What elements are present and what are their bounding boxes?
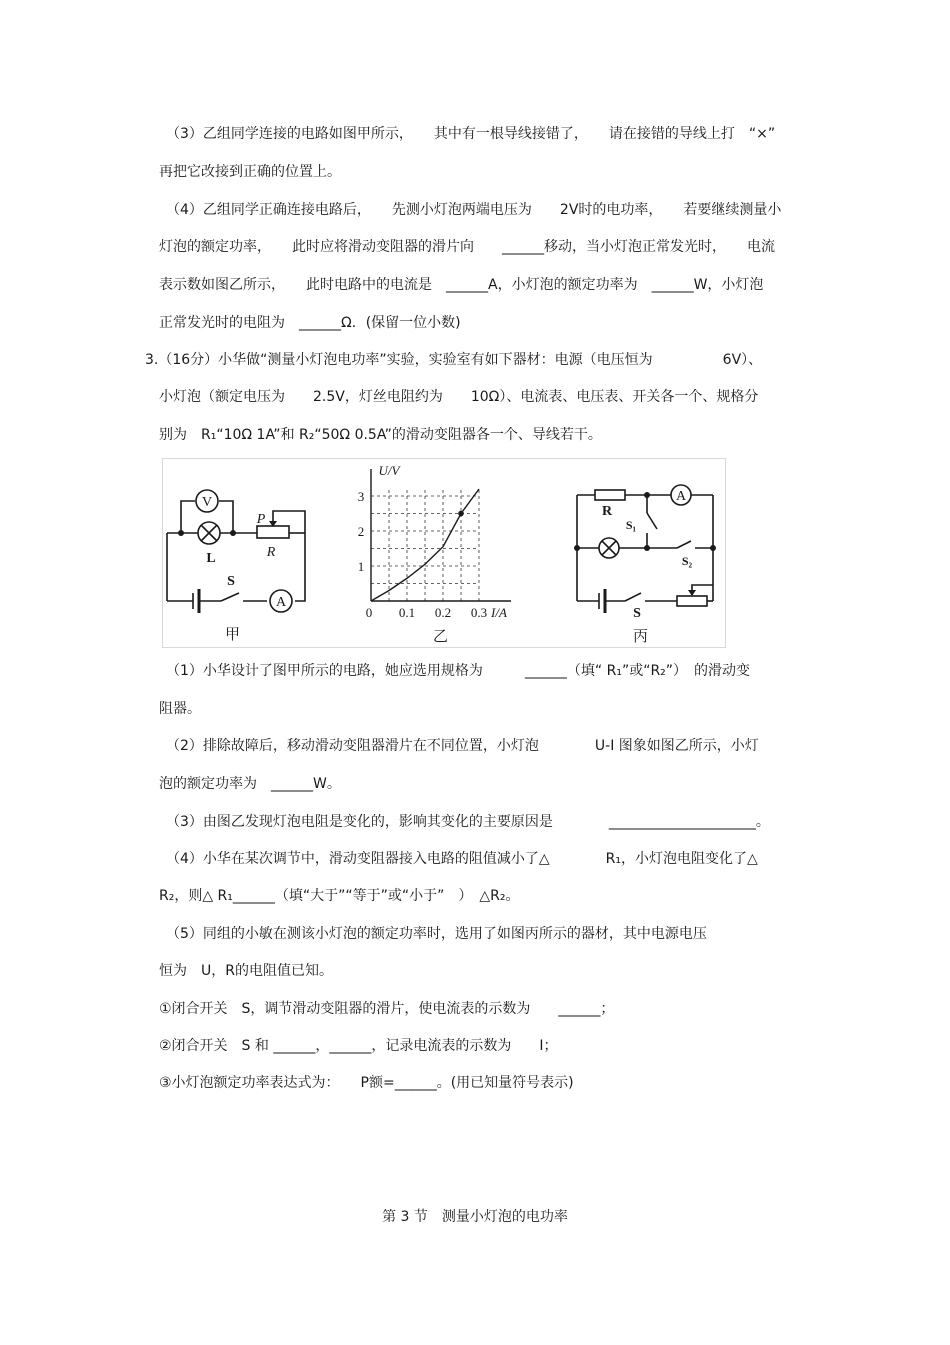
circuit-bing-diagram — [559, 459, 729, 647]
text-line: （3）由图乙发现灯泡电阻是变化的，影响其变化的主要原因是 _____________________。 — [166, 814, 770, 830]
text-line: （4）乙组同学正确连接电路后， 先测小灯泡两端电压为 2V时的电功率， 若要继续测量小 — [166, 202, 782, 218]
figure-label-jia: 甲 — [225, 625, 241, 643]
text-line: （3）乙组同学连接的电路如图甲所示， 其中有一根导线接错了， 请在接错的导线上打 “×” — [166, 126, 776, 142]
text-line: 表示数如图乙所示， 此时电路中的电流是 ______A，小灯泡的额定功率为 ______W，小灯泡 — [159, 277, 764, 293]
switch1-label: S₁ — [625, 518, 637, 532]
switch-label: S — [227, 574, 235, 589]
switch2-label: S₂ — [681, 554, 693, 568]
text-line: 别为 R₁“10Ω 1A”和 R₂“50Ω 0.5A”的滑动变阻器各一个、导线若干。 — [159, 427, 602, 443]
text-line: 正常发光时的电阻为 ______Ω．(保留一位小数) — [159, 315, 461, 331]
y-tick-label: 2 — [357, 524, 365, 539]
ammeter-symbol: A — [275, 595, 287, 610]
slider-label: P — [256, 512, 266, 527]
x-tick-label: 0.1 — [398, 605, 416, 620]
voltmeter-symbol: V — [201, 495, 213, 510]
text-line: （1）小华设计了图甲所示的电路，她应选用规格为 ______（填“ R₁”或“R₂”） 的滑动变 — [166, 663, 751, 679]
text-line: （4）小华在某次调节中，滑动变阻器接入电路的阻值减小了△ R₁，小灯泡电阻变化了△ — [166, 851, 758, 867]
figure-label-bing: 丙 — [633, 627, 649, 645]
text-line: 小灯泡（额定电压为 2.5V，灯丝电阻约为 10Ω）、电流表、电压表、开关各一个、规格分 — [159, 389, 759, 405]
y-tick-label: 1 — [357, 559, 365, 574]
origin-label: 0 — [365, 605, 373, 620]
switch-s-label: S — [633, 606, 641, 621]
text-line: （2）排除故障后，移动滑动变阻器滑片在不同位置，小灯泡 U-I 图象如图乙所示，小灯 — [166, 738, 759, 754]
x-tick-label: 0.3 — [470, 605, 488, 620]
rheostat-label: R — [266, 545, 276, 560]
y-tick-label: 3 — [357, 489, 365, 504]
ammeter-symbol-bing: A — [675, 489, 687, 504]
page-footer: 第 3 节 测量小灯泡的电功率 — [382, 1209, 568, 1225]
x-axis-label: I/A — [491, 605, 507, 620]
text-line: ②闭合开关 S 和 ______，______，记录电流表的示数为 I； — [159, 1038, 558, 1054]
text-line: 泡的额定功率为 ______W。 — [159, 776, 341, 792]
x-tick-label: 0.2 — [434, 605, 452, 620]
text-line: （5）同组的小敏在测该小灯泡的额定功率时，选用了如图丙所示的器材，其中电源电压 — [166, 926, 707, 942]
text-line: ①闭合开关 S，调节滑动变阻器的滑片，使电流表的示数为 ______； — [159, 1001, 615, 1017]
text-line: 恒为 U，R的电阻值已知。 — [159, 963, 333, 979]
text-line: 3.（16分）小华做“测量小灯泡电功率”实验，实验室有如下器材：电源（电压恒为 6V）、 — [145, 352, 763, 368]
marked-data-point — [458, 511, 464, 517]
ui-graph-yi — [343, 459, 543, 647]
lamp-label: L — [206, 551, 216, 566]
circuit-jia-diagram — [163, 459, 333, 647]
resistor-label: R — [601, 504, 613, 519]
text-line: 灯泡的额定功率， 此时应将滑动变阻器的滑片向 ______移动，当小灯泡正常发光时， 电流 — [159, 239, 775, 255]
y-axis-label: U/V — [378, 463, 400, 478]
text-line: R₂，则△ R₁______（填“大于”“等于”或“小于” ） △R₂。 — [159, 888, 520, 904]
text-line: 再把它改接到正确的位置上。 — [159, 164, 341, 180]
figure-panel — [162, 458, 726, 648]
text-line: ③小灯泡额定功率表达式为： P额=______。(用已知量符号表示) — [159, 1075, 574, 1091]
figure-label-yi: 乙 — [433, 627, 449, 645]
text-line: 阻器。 — [159, 701, 201, 717]
